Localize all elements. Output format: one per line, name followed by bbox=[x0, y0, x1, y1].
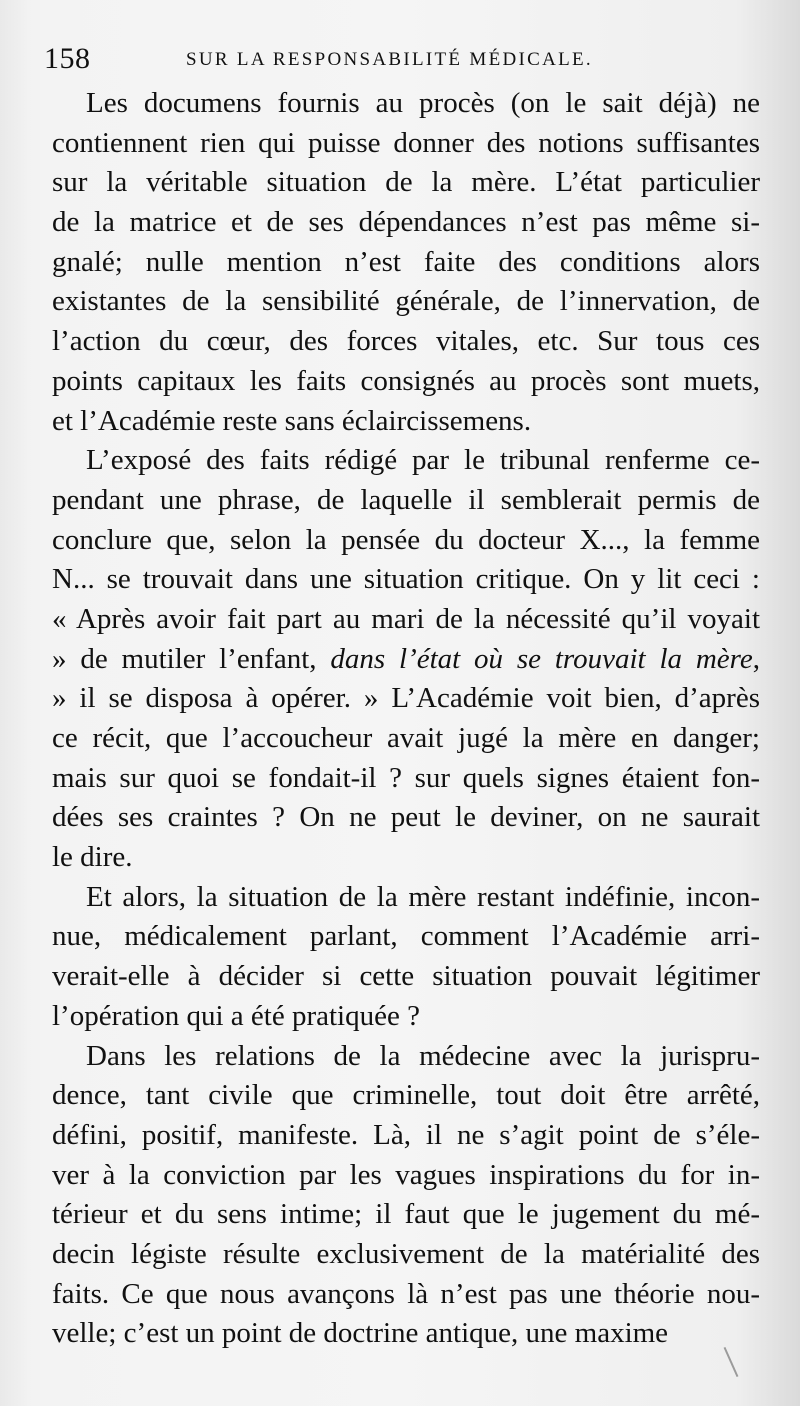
text-line bbox=[52, 917, 760, 957]
text-run: conclure que, selon la pensée du docteur X..., la femme bbox=[52, 523, 760, 556]
text-line bbox=[52, 124, 760, 164]
text-line bbox=[52, 798, 760, 838]
page-number: 158 bbox=[44, 42, 91, 75]
page-header bbox=[44, 42, 764, 76]
text-line bbox=[52, 640, 760, 680]
text-run: N... se trouvait dans une situation critique. On y lit ceci : bbox=[52, 563, 760, 596]
text-run: L’exposé des faits rédigé par le tribunal renferme ce- bbox=[86, 444, 760, 477]
text-line bbox=[52, 878, 760, 918]
text-line bbox=[52, 1314, 760, 1354]
text-run: ce récit, que l’accoucheur avait jugé la mère en danger; bbox=[52, 722, 760, 754]
text-line bbox=[52, 481, 760, 521]
text-run: ver à la conviction par les vagues inspirations du for in- bbox=[52, 1158, 760, 1191]
text-run: Les documens fournis au procès (on le sait déjà) ne bbox=[86, 87, 760, 119]
text-line bbox=[52, 1116, 760, 1156]
text-line bbox=[52, 759, 760, 799]
paragraph bbox=[52, 1037, 760, 1355]
text-run: nue, médicalement parlant, comment l’Académie arri- bbox=[52, 920, 760, 953]
text-line bbox=[52, 362, 760, 402]
text-run: points capitaux les faits consignés au procès sont muets, bbox=[52, 364, 760, 397]
text-line bbox=[52, 84, 760, 124]
text-run: gnalé; nulle mention n’est faite des conditions alors bbox=[52, 245, 760, 278]
text-run: sur la véritable situation de la mère. L’état particulier bbox=[52, 166, 760, 199]
text-line bbox=[52, 243, 760, 283]
text-run: » de mutiler l’enfant, bbox=[52, 642, 331, 675]
text-line bbox=[52, 719, 760, 759]
text-run: l’action du cœur, des forces vitales, etc. Sur tous ces bbox=[52, 325, 760, 358]
text-line bbox=[52, 1235, 760, 1275]
text-line bbox=[52, 679, 760, 719]
text-run: contiennent rien qui puisse donner des notions suffisantes bbox=[52, 126, 760, 159]
text-line bbox=[52, 957, 760, 997]
text-run: pendant une phrase, de laquelle il semblerait permis de bbox=[52, 483, 760, 516]
text-run: le dire. bbox=[52, 841, 133, 874]
text-run: decin légiste résulte exclusivement de la matérialité des bbox=[52, 1237, 760, 1270]
text-line bbox=[52, 322, 760, 362]
text-line bbox=[52, 441, 760, 481]
text-line bbox=[52, 282, 760, 322]
text-run: verait-elle à décider si cette situation pouvait légitimer bbox=[52, 960, 760, 993]
text-line bbox=[52, 402, 760, 442]
text-line bbox=[52, 1195, 760, 1235]
text-run: térieur et du sens intime; il faut que le jugement du mé- bbox=[52, 1198, 760, 1231]
text-run: de la matrice et de ses dépendances n’est pas même si- bbox=[52, 206, 760, 239]
text-line bbox=[52, 997, 760, 1037]
text-line bbox=[52, 521, 760, 561]
text-line bbox=[52, 1037, 760, 1077]
text-run: l’opération qui a été pratiquée ? bbox=[52, 999, 420, 1032]
text-run: » il se disposa à opérer. » L’Académie voit bien, d’après bbox=[52, 682, 760, 715]
italic-text: dans l’état où se trouvait la mère bbox=[330, 642, 753, 675]
text-run: velle; c’est un point de doctrine antique, une maxime bbox=[52, 1317, 669, 1350]
text-run: dence, tant civile que criminelle, tout doit être arrêté, bbox=[52, 1079, 760, 1112]
text-run: défini, positif, manifeste. Là, il ne s’agit point de s’éle- bbox=[52, 1118, 760, 1151]
text-line bbox=[52, 163, 760, 203]
text-line bbox=[52, 838, 760, 878]
text-line bbox=[52, 600, 760, 640]
text-run: et l’Académie reste sans éclaircissemens. bbox=[52, 404, 532, 437]
running-title: SUR LA RESPONSABILITÉ MÉDICALE. bbox=[186, 49, 593, 70]
text-run: « Après avoir fait part au mari de la nécessité qu’il voyait bbox=[52, 602, 760, 635]
text-run: , bbox=[752, 642, 760, 675]
text-run: faits. Ce que nous avançons là n’est pas une théorie nou- bbox=[52, 1277, 760, 1310]
text-run: mais sur quoi se fondait-il ? sur quels signes étaient fon- bbox=[52, 761, 760, 794]
text-run: dées ses craintes ? On ne peut le deviner, on ne saurait bbox=[52, 801, 760, 834]
text-run: Et alors, la situation de la mère restant indéfinie, incon- bbox=[86, 880, 760, 913]
text-line bbox=[52, 1156, 760, 1196]
text-line bbox=[52, 203, 760, 243]
body-text bbox=[52, 84, 760, 1354]
paragraph bbox=[52, 441, 760, 878]
text-run: Dans les relations de la médecine avec la jurispru- bbox=[86, 1039, 760, 1072]
text-line bbox=[52, 1275, 760, 1315]
text-run: existantes de la sensibilité générale, de l’innervation, de bbox=[52, 285, 760, 318]
paragraph bbox=[52, 84, 760, 441]
text-line bbox=[52, 560, 760, 600]
paragraph bbox=[52, 878, 760, 1037]
text-line bbox=[52, 1076, 760, 1116]
